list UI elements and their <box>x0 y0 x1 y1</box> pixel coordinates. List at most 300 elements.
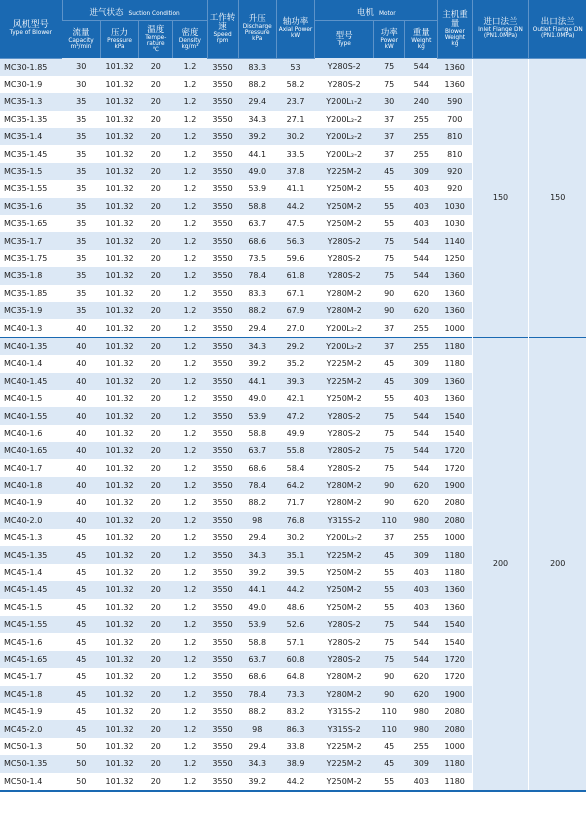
cell-model: MC35-1.35 <box>0 111 62 128</box>
cell-motor-type: Y280M-2 <box>315 302 374 319</box>
cell-motor-power: 75 <box>374 616 405 633</box>
cell-discharge-pressure: 78.4 <box>238 477 276 494</box>
cell-temperature: 20 <box>139 232 173 249</box>
cell-model: MC35-1.5 <box>0 163 62 180</box>
cell-speed: 3550 <box>207 407 238 424</box>
cell-speed: 3550 <box>207 651 238 668</box>
cell-density: 1.2 <box>173 651 207 668</box>
cell-model: MC45-1.5 <box>0 599 62 616</box>
cell-motor-weight: 544 <box>405 651 438 668</box>
cell-blower-weight: 1180 <box>438 773 472 790</box>
cell-density: 1.2 <box>173 407 207 424</box>
cell-speed: 3550 <box>207 58 238 76</box>
cell-speed: 3550 <box>207 111 238 128</box>
cell-pressure: 101.32 <box>100 442 138 459</box>
cell-axial-power: 60.8 <box>276 651 314 668</box>
cell-axial-power: 39.5 <box>276 564 314 581</box>
cell-speed: 3550 <box>207 668 238 685</box>
cell-temperature: 20 <box>139 616 173 633</box>
cell-motor-power: 90 <box>374 477 405 494</box>
cell-capacity: 30 <box>62 76 100 93</box>
cell-discharge-pressure: 78.4 <box>238 686 276 703</box>
cell-density: 1.2 <box>173 93 207 110</box>
cell-density: 1.2 <box>173 128 207 145</box>
cell-model: MC40-1.65 <box>0 442 62 459</box>
cell-axial-power: 67.1 <box>276 285 314 302</box>
cell-speed: 3550 <box>207 373 238 390</box>
cell-model: MC40-1.7 <box>0 459 62 476</box>
cell-capacity: 35 <box>62 93 100 110</box>
cell-blower-weight: 1540 <box>438 425 472 442</box>
cell-motor-weight: 403 <box>405 390 438 407</box>
cell-speed: 3550 <box>207 755 238 772</box>
cell-discharge-pressure: 29.4 <box>238 93 276 110</box>
cell-model: MC50-1.3 <box>0 738 62 755</box>
cell-temperature: 20 <box>139 180 173 197</box>
cell-motor-type: Y250M-2 <box>315 198 374 215</box>
cell-axial-power: 58.2 <box>276 76 314 93</box>
cell-density: 1.2 <box>173 738 207 755</box>
cell-motor-power: 55 <box>374 581 405 598</box>
cell-speed: 3550 <box>207 198 238 215</box>
cell-motor-power: 55 <box>374 564 405 581</box>
cell-discharge-pressure: 83.3 <box>238 285 276 302</box>
header-motor-weight: 重量 Weight kg <box>405 21 438 59</box>
cell-speed: 3550 <box>207 215 238 232</box>
cell-motor-weight: 255 <box>405 128 438 145</box>
cell-discharge-pressure: 63.7 <box>238 442 276 459</box>
cell-capacity: 45 <box>62 546 100 563</box>
cell-motor-power: 75 <box>374 651 405 668</box>
cell-discharge-pressure: 29.4 <box>238 319 276 337</box>
cell-model: MC35-1.7 <box>0 232 62 249</box>
table-row <box>0 58 586 76</box>
cell-motor-weight: 544 <box>405 267 438 284</box>
cell-density: 1.2 <box>173 302 207 319</box>
cell-axial-power: 58.4 <box>276 459 314 476</box>
cell-density: 1.2 <box>173 512 207 529</box>
cell-blower-weight: 810 <box>438 128 472 145</box>
cell-discharge-pressure: 63.7 <box>238 651 276 668</box>
cell-model: MC40-2.0 <box>0 512 62 529</box>
cell-capacity: 45 <box>62 581 100 598</box>
cell-pressure: 101.32 <box>100 407 138 424</box>
cell-pressure: 101.32 <box>100 319 138 337</box>
cell-speed: 3550 <box>207 738 238 755</box>
cell-motor-power: 37 <box>374 111 405 128</box>
cell-motor-type: Y200L₂-2 <box>315 529 374 546</box>
cell-capacity: 35 <box>62 163 100 180</box>
cell-density: 1.2 <box>173 581 207 598</box>
cell-model: MC30-1.9 <box>0 76 62 93</box>
cell-motor-power: 90 <box>374 302 405 319</box>
cell-motor-type: Y280S-2 <box>315 232 374 249</box>
cell-density: 1.2 <box>173 232 207 249</box>
cell-speed: 3550 <box>207 599 238 616</box>
cell-axial-power: 33.8 <box>276 738 314 755</box>
cell-capacity: 35 <box>62 128 100 145</box>
cell-motor-type: Y250M-2 <box>315 180 374 197</box>
cell-motor-weight: 980 <box>405 720 438 737</box>
cell-model: MC45-1.65 <box>0 651 62 668</box>
cell-motor-weight: 544 <box>405 250 438 267</box>
cell-capacity: 45 <box>62 668 100 685</box>
cell-density: 1.2 <box>173 755 207 772</box>
cell-axial-power: 73.3 <box>276 686 314 703</box>
cell-density: 1.2 <box>173 285 207 302</box>
cell-axial-power: 53 <box>276 58 314 76</box>
cell-motor-weight: 255 <box>405 111 438 128</box>
cell-motor-type: Y225M-2 <box>315 738 374 755</box>
cell-motor-type: Y200L₂-2 <box>315 128 374 145</box>
cell-motor-power: 75 <box>374 76 405 93</box>
cell-motor-type: Y280M-2 <box>315 668 374 685</box>
cell-motor-power: 45 <box>374 373 405 390</box>
cell-speed: 3550 <box>207 686 238 703</box>
cell-capacity: 35 <box>62 145 100 162</box>
cell-density: 1.2 <box>173 198 207 215</box>
cell-motor-power: 45 <box>374 163 405 180</box>
cell-motor-weight: 403 <box>405 773 438 790</box>
cell-blower-weight: 1360 <box>438 390 472 407</box>
cell-motor-power: 37 <box>374 529 405 546</box>
cell-motor-power: 37 <box>374 145 405 162</box>
cell-density: 1.2 <box>173 773 207 790</box>
cell-model: MC40-1.4 <box>0 355 62 372</box>
cell-pressure: 101.32 <box>100 145 138 162</box>
cell-motor-weight: 403 <box>405 564 438 581</box>
cell-model: MC40-1.6 <box>0 425 62 442</box>
cell-blower-weight: 1540 <box>438 616 472 633</box>
cell-pressure: 101.32 <box>100 529 138 546</box>
cell-density: 1.2 <box>173 355 207 372</box>
cell-pressure: 101.32 <box>100 564 138 581</box>
cell-pressure: 101.32 <box>100 494 138 511</box>
cell-capacity: 35 <box>62 198 100 215</box>
cell-motor-power: 110 <box>374 720 405 737</box>
cell-temperature: 20 <box>139 529 173 546</box>
cell-pressure: 101.32 <box>100 58 138 76</box>
cell-blower-weight: 1180 <box>438 337 472 355</box>
cell-model: MC45-1.9 <box>0 703 62 720</box>
cell-axial-power: 35.1 <box>276 546 314 563</box>
cell-pressure: 101.32 <box>100 546 138 563</box>
cell-model: MC40-1.9 <box>0 494 62 511</box>
cell-motor-weight: 620 <box>405 302 438 319</box>
cell-motor-type: Y250M-2 <box>315 773 374 790</box>
cell-pressure: 101.32 <box>100 163 138 180</box>
cell-speed: 3550 <box>207 267 238 284</box>
cell-motor-type: Y225M-2 <box>315 755 374 772</box>
cell-density: 1.2 <box>173 319 207 337</box>
cell-outlet-flange: 200 <box>529 337 586 790</box>
cell-model: MC45-1.45 <box>0 581 62 598</box>
header-capacity: 流量 Capacity m³/min <box>62 21 100 59</box>
header-discharge-pressure: 升压 Discharge Pressure kPa <box>238 0 276 58</box>
cell-motor-weight: 255 <box>405 319 438 337</box>
cell-blower-weight: 1360 <box>438 285 472 302</box>
cell-motor-type: Y225M-2 <box>315 373 374 390</box>
cell-model: MC40-1.35 <box>0 337 62 355</box>
cell-axial-power: 27.1 <box>276 111 314 128</box>
cell-temperature: 20 <box>139 285 173 302</box>
cell-model: MC35-1.6 <box>0 198 62 215</box>
cell-density: 1.2 <box>173 390 207 407</box>
cell-motor-type: Y250M-2 <box>315 599 374 616</box>
cell-capacity: 35 <box>62 180 100 197</box>
cell-discharge-pressure: 68.6 <box>238 232 276 249</box>
cell-model: MC40-1.5 <box>0 390 62 407</box>
cell-capacity: 40 <box>62 494 100 511</box>
cell-axial-power: 86.3 <box>276 720 314 737</box>
cell-temperature: 20 <box>139 477 173 494</box>
cell-discharge-pressure: 39.2 <box>238 355 276 372</box>
cell-temperature: 20 <box>139 390 173 407</box>
cell-temperature: 20 <box>139 564 173 581</box>
cell-pressure: 101.32 <box>100 477 138 494</box>
cell-axial-power: 38.9 <box>276 755 314 772</box>
cell-temperature: 20 <box>139 373 173 390</box>
cell-temperature: 20 <box>139 738 173 755</box>
cell-model: MC45-1.35 <box>0 546 62 563</box>
cell-axial-power: 57.1 <box>276 633 314 650</box>
cell-blower-weight: 1000 <box>438 529 472 546</box>
cell-pressure: 101.32 <box>100 285 138 302</box>
cell-motor-type: Y225M-2 <box>315 355 374 372</box>
cell-density: 1.2 <box>173 180 207 197</box>
cell-speed: 3550 <box>207 180 238 197</box>
cell-motor-type: Y280S-2 <box>315 459 374 476</box>
cell-blower-weight: 1180 <box>438 564 472 581</box>
cell-temperature: 20 <box>139 720 173 737</box>
cell-temperature: 20 <box>139 163 173 180</box>
cell-blower-weight: 1900 <box>438 686 472 703</box>
cell-motor-type: Y250M-2 <box>315 564 374 581</box>
cell-temperature: 20 <box>139 250 173 267</box>
cell-discharge-pressure: 49.0 <box>238 163 276 180</box>
cell-temperature: 20 <box>139 633 173 650</box>
cell-temperature: 20 <box>139 442 173 459</box>
cell-density: 1.2 <box>173 720 207 737</box>
cell-blower-weight: 1360 <box>438 373 472 390</box>
cell-motor-type: Y250M-2 <box>315 581 374 598</box>
cell-pressure: 101.32 <box>100 599 138 616</box>
cell-motor-weight: 403 <box>405 180 438 197</box>
cell-motor-power: 55 <box>374 599 405 616</box>
cell-axial-power: 30.2 <box>276 128 314 145</box>
cell-motor-type: Y280S-2 <box>315 76 374 93</box>
cell-model: MC30-1.85 <box>0 58 62 76</box>
cell-axial-power: 67.9 <box>276 302 314 319</box>
cell-motor-weight: 255 <box>405 145 438 162</box>
cell-axial-power: 48.6 <box>276 599 314 616</box>
cell-motor-weight: 403 <box>405 599 438 616</box>
cell-model: MC50-1.4 <box>0 773 62 790</box>
cell-discharge-pressure: 68.6 <box>238 668 276 685</box>
cell-motor-power: 75 <box>374 407 405 424</box>
cell-motor-type: Y280S-2 <box>315 633 374 650</box>
cell-axial-power: 47.5 <box>276 215 314 232</box>
cell-blower-weight: 1030 <box>438 215 472 232</box>
cell-motor-type: Y250M-2 <box>315 215 374 232</box>
header-inlet-flange: 进口法兰 Inlet Flange DN (PN1.0MPa) <box>472 0 529 58</box>
cell-motor-weight: 255 <box>405 337 438 355</box>
cell-capacity: 35 <box>62 250 100 267</box>
cell-temperature: 20 <box>139 425 173 442</box>
cell-pressure: 101.32 <box>100 93 138 110</box>
cell-temperature: 20 <box>139 703 173 720</box>
cell-motor-weight: 620 <box>405 285 438 302</box>
cell-motor-type: Y225M-2 <box>315 546 374 563</box>
cell-temperature: 20 <box>139 581 173 598</box>
cell-capacity: 35 <box>62 215 100 232</box>
cell-density: 1.2 <box>173 267 207 284</box>
cell-axial-power: 61.8 <box>276 267 314 284</box>
cell-blower-weight: 1540 <box>438 633 472 650</box>
cell-model: MC40-1.3 <box>0 319 62 337</box>
cell-density: 1.2 <box>173 599 207 616</box>
cell-pressure: 101.32 <box>100 668 138 685</box>
cell-temperature: 20 <box>139 459 173 476</box>
cell-capacity: 35 <box>62 111 100 128</box>
cell-motor-type: Y200L₂-2 <box>315 337 374 355</box>
cell-density: 1.2 <box>173 703 207 720</box>
cell-model: MC45-1.4 <box>0 564 62 581</box>
cell-temperature: 20 <box>139 302 173 319</box>
cell-pressure: 101.32 <box>100 425 138 442</box>
cell-temperature: 20 <box>139 198 173 215</box>
cell-motor-type: Y225M-2 <box>315 163 374 180</box>
cell-motor-weight: 309 <box>405 755 438 772</box>
cell-motor-power: 30 <box>374 93 405 110</box>
cell-axial-power: 55.8 <box>276 442 314 459</box>
cell-motor-weight: 980 <box>405 703 438 720</box>
cell-motor-weight: 544 <box>405 58 438 76</box>
cell-temperature: 20 <box>139 651 173 668</box>
cell-axial-power: 35.2 <box>276 355 314 372</box>
cell-model: MC40-1.45 <box>0 373 62 390</box>
cell-blower-weight: 1360 <box>438 267 472 284</box>
cell-speed: 3550 <box>207 546 238 563</box>
cell-blower-weight: 1900 <box>438 477 472 494</box>
cell-motor-weight: 620 <box>405 477 438 494</box>
cell-blower-weight: 1140 <box>438 232 472 249</box>
cell-pressure: 101.32 <box>100 215 138 232</box>
cell-density: 1.2 <box>173 111 207 128</box>
cell-discharge-pressure: 58.8 <box>238 198 276 215</box>
cell-temperature: 20 <box>139 267 173 284</box>
cell-speed: 3550 <box>207 616 238 633</box>
cell-discharge-pressure: 88.2 <box>238 494 276 511</box>
cell-capacity: 35 <box>62 302 100 319</box>
header-temperature: 温度 Tempe-rature ℃ <box>139 21 173 59</box>
cell-pressure: 101.32 <box>100 773 138 790</box>
cell-motor-power: 75 <box>374 267 405 284</box>
cell-discharge-pressure: 29.4 <box>238 738 276 755</box>
cell-axial-power: 42.1 <box>276 390 314 407</box>
cell-axial-power: 39.3 <box>276 373 314 390</box>
cell-temperature: 20 <box>139 128 173 145</box>
cell-capacity: 35 <box>62 285 100 302</box>
cell-capacity: 50 <box>62 755 100 772</box>
cell-discharge-pressure: 98 <box>238 512 276 529</box>
cell-blower-weight: 1180 <box>438 546 472 563</box>
cell-pressure: 101.32 <box>100 111 138 128</box>
cell-temperature: 20 <box>139 111 173 128</box>
cell-density: 1.2 <box>173 564 207 581</box>
cell-density: 1.2 <box>173 459 207 476</box>
cell-outlet-flange: 150 <box>529 58 586 337</box>
cell-blower-weight: 1720 <box>438 459 472 476</box>
cell-motor-weight: 544 <box>405 442 438 459</box>
cell-capacity: 40 <box>62 425 100 442</box>
cell-motor-type: Y280M-2 <box>315 477 374 494</box>
cell-speed: 3550 <box>207 390 238 407</box>
cell-motor-type: Y315S-2 <box>315 720 374 737</box>
cell-model: MC45-1.7 <box>0 668 62 685</box>
cell-pressure: 101.32 <box>100 459 138 476</box>
cell-speed: 3550 <box>207 494 238 511</box>
cell-speed: 3550 <box>207 773 238 790</box>
cell-capacity: 45 <box>62 616 100 633</box>
cell-discharge-pressure: 34.3 <box>238 111 276 128</box>
cell-motor-power: 45 <box>374 755 405 772</box>
cell-density: 1.2 <box>173 215 207 232</box>
cell-discharge-pressure: 49.0 <box>238 599 276 616</box>
cell-blower-weight: 1720 <box>438 668 472 685</box>
cell-speed: 3550 <box>207 633 238 650</box>
cell-motor-type: Y280S-2 <box>315 651 374 668</box>
cell-motor-power: 75 <box>374 232 405 249</box>
cell-axial-power: 23.7 <box>276 93 314 110</box>
cell-blower-weight: 1250 <box>438 250 472 267</box>
cell-temperature: 20 <box>139 215 173 232</box>
cell-motor-power: 55 <box>374 180 405 197</box>
cell-speed: 3550 <box>207 163 238 180</box>
cell-model: MC50-1.35 <box>0 755 62 772</box>
cell-discharge-pressure: 58.8 <box>238 633 276 650</box>
cell-motor-type: Y280S-2 <box>315 267 374 284</box>
cell-motor-type: Y280S-2 <box>315 250 374 267</box>
cell-speed: 3550 <box>207 720 238 737</box>
cell-blower-weight: 1540 <box>438 407 472 424</box>
cell-temperature: 20 <box>139 668 173 685</box>
cell-temperature: 20 <box>139 512 173 529</box>
cell-pressure: 101.32 <box>100 128 138 145</box>
cell-motor-type: Y280S-2 <box>315 616 374 633</box>
cell-motor-power: 75 <box>374 425 405 442</box>
cell-motor-weight: 309 <box>405 373 438 390</box>
cell-discharge-pressure: 53.9 <box>238 180 276 197</box>
cell-capacity: 40 <box>62 442 100 459</box>
cell-motor-weight: 403 <box>405 198 438 215</box>
cell-blower-weight: 1720 <box>438 651 472 668</box>
cell-density: 1.2 <box>173 668 207 685</box>
cell-capacity: 40 <box>62 373 100 390</box>
cell-motor-type: Y280S-2 <box>315 442 374 459</box>
cell-density: 1.2 <box>173 529 207 546</box>
cell-speed: 3550 <box>207 425 238 442</box>
cell-pressure: 101.32 <box>100 703 138 720</box>
cell-density: 1.2 <box>173 373 207 390</box>
cell-discharge-pressure: 83.3 <box>238 58 276 76</box>
cell-motor-weight: 255 <box>405 738 438 755</box>
cell-speed: 3550 <box>207 581 238 598</box>
cell-capacity: 40 <box>62 407 100 424</box>
cell-capacity: 45 <box>62 599 100 616</box>
cell-temperature: 20 <box>139 755 173 772</box>
cell-axial-power: 49.9 <box>276 425 314 442</box>
